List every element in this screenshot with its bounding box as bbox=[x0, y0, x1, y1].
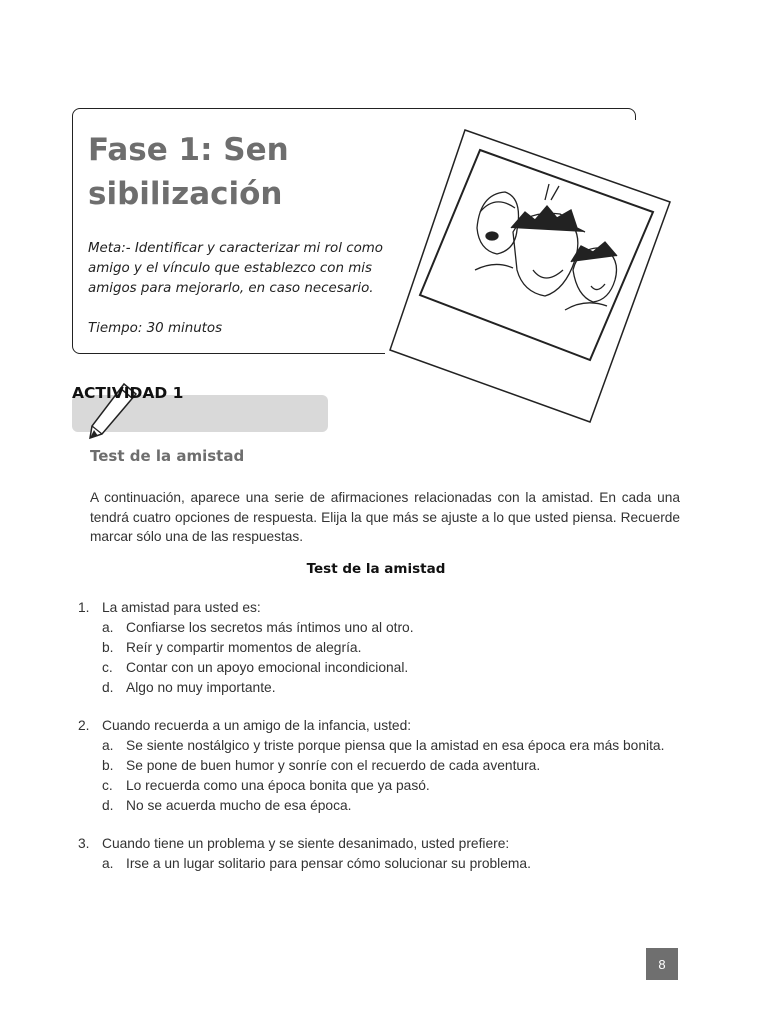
option-text: Reír y compartir momentos de alegría. bbox=[126, 640, 362, 655]
phase-time: Tiempo: 30 minutos bbox=[88, 321, 223, 336]
option-letter: d. bbox=[102, 680, 114, 695]
question-item bbox=[78, 598, 678, 698]
option-text: Irse a un lugar solitario para pensar cómo solucionar su problema. bbox=[126, 856, 531, 871]
option-letter: d. bbox=[102, 798, 114, 813]
option-letter: b. bbox=[102, 640, 114, 655]
test-heading: Test de la amistad bbox=[306, 561, 446, 577]
activity-label: ACTIVIDAD 1 bbox=[72, 384, 184, 402]
option-item bbox=[102, 756, 678, 776]
option-letter: a. bbox=[102, 620, 114, 635]
option-letter: c. bbox=[102, 660, 113, 675]
option-letter: b. bbox=[102, 758, 114, 773]
question-text: Cuando tiene un problema y se siente desanimado, usted prefiere: bbox=[102, 836, 510, 851]
question-list bbox=[78, 598, 678, 892]
page-number: 8 bbox=[646, 948, 678, 980]
question-item bbox=[78, 716, 678, 816]
friends-photo-illustration bbox=[385, 120, 675, 430]
option-text: Contar con un apoyo emocional incondicional. bbox=[126, 660, 409, 675]
phase-goal: Meta:- Identificar y caracterizar mi rol como amigo y el vínculo que establezco con mis amigos para mejorarlo, en caso necesario. bbox=[88, 241, 383, 296]
section-title: Test de la amistad bbox=[90, 447, 245, 465]
option-text: No se acuerda mucho de esa época. bbox=[126, 798, 352, 813]
question-number: 2. bbox=[78, 718, 90, 733]
option-letter: c. bbox=[102, 778, 113, 793]
option-item bbox=[102, 736, 678, 756]
option-text: Se siente nostálgico y triste porque piensa que la amistad en esa época era más bonita. bbox=[126, 738, 665, 753]
option-letter: a. bbox=[102, 856, 114, 871]
option-text: Se pone de buen humor y sonríe con el recuerdo de cada aventura. bbox=[126, 758, 541, 773]
option-text: Lo recuerda como una época bonita que ya pasó. bbox=[126, 778, 430, 793]
instructions-paragraph: A continuación, aparece una serie de afirmaciones relacionadas con la amistad. En cada una tendrá cuatro opciones de respuesta. Elija la que más se ajuste a lo que usted piensa. Recuerde marcar sólo una de las respuestas. bbox=[90, 490, 680, 544]
question-item bbox=[78, 834, 678, 874]
option-item bbox=[102, 854, 678, 874]
question-number: 1. bbox=[78, 600, 90, 615]
option-item bbox=[102, 618, 678, 638]
question-number: 3. bbox=[78, 836, 90, 851]
option-item bbox=[102, 776, 678, 796]
option-item bbox=[102, 658, 678, 678]
question-text: La amistad para usted es: bbox=[102, 600, 261, 615]
option-item bbox=[102, 638, 678, 658]
option-item bbox=[102, 678, 678, 698]
option-text: Confiarse los secretos más íntimos uno al otro. bbox=[126, 620, 414, 635]
question-text: Cuando recuerda a un amigo de la infancia, usted: bbox=[102, 718, 412, 733]
option-letter: a. bbox=[102, 738, 114, 753]
option-item bbox=[102, 796, 678, 816]
option-text: Algo no muy importante. bbox=[126, 680, 276, 695]
phase-title: Fase 1: Sensibilización bbox=[88, 132, 289, 212]
